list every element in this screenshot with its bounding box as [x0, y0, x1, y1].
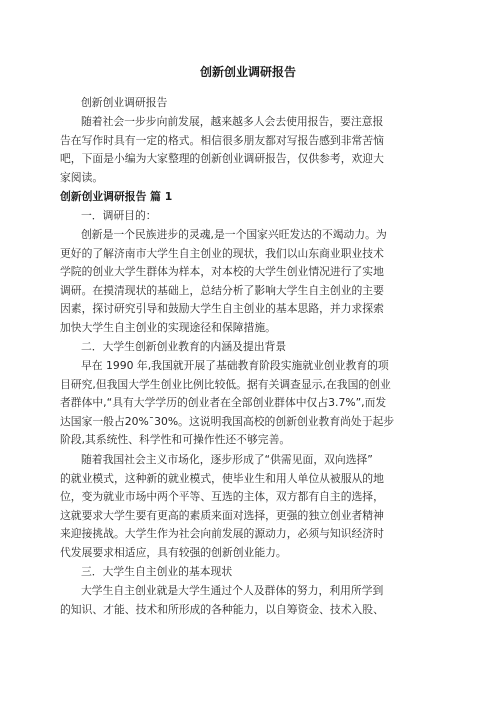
- section-heading: 创新创业调研报告 篇 1: [60, 190, 173, 203]
- section-3-paragraph: [60, 582, 438, 619]
- text-line: 学院的创业大学生群体为样本，对本校的大学生创业情况进行了实地: [60, 265, 384, 279]
- text-line: 者群体中,“具有大学学历的创业者在全部创业群体中仅占3.7%”,而发: [60, 396, 387, 410]
- text-line: 阶段,其系统性、科学性和可操作性还不够完善。: [60, 433, 291, 447]
- text-line: 代发展要求相适应，具有较强的创新创业能力。: [60, 545, 287, 559]
- section-3-heading: 三．大学生自主创业的基本现状: [81, 565, 233, 578]
- text-line: 早在 1990 年,我国就开展了基础教育阶段实施就业创业教育的项: [81, 359, 389, 372]
- text-line: 创新是一个民族进步的灵魂,是一个国家兴旺发达的不竭动力。为: [81, 228, 387, 241]
- text-line: 的就业模式，这种新的就业模式，使毕业生和用人单位从被服从的地: [60, 471, 384, 485]
- text-line: 因素，探讨研究引导和鼓励大学生自主创业的基本思路，并力求探索: [60, 302, 384, 316]
- text-line: 来迎接挑战。大学生作为社会向前发展的源动力，必须与知识经济时: [60, 527, 384, 541]
- text-line: 随着我国社会主义市场化，逐步形成了“供需见面，双向选择”: [81, 453, 373, 466]
- text-line: 的知识、才能、技术和所形成的各种能力，以自筹资金、技术入股、: [60, 602, 384, 616]
- intro-paragraph: [60, 113, 438, 187]
- section-2-paragraph-b: [60, 451, 438, 563]
- text-line: 调研。在摸清现状的基础上，总结分析了影响大学生自主创业的主要: [60, 283, 384, 297]
- text-line: 更好的了解济南市大学生自主创业的现状，我们以山东商业职业技术: [60, 246, 384, 260]
- section-2-heading: 二．大学生创新创业教育的内涵及提出背景: [81, 340, 287, 353]
- document-subtitle: 创新创业调研报告: [81, 96, 168, 109]
- text-line: 大学生自主创业就是大学生通过个人及群体的努力，利用所学到: [81, 584, 384, 597]
- text-line: 家阅读。: [60, 170, 104, 184]
- text-line: 告在写作时具有一定的格式。相信很多朋友都对写报告感到非常苦恼: [60, 133, 384, 147]
- document-title: 创新创业调研报告: [199, 65, 296, 79]
- section-2-paragraph: [60, 357, 438, 450]
- section-1-paragraph: [60, 226, 438, 338]
- text-line: 加快大学生自主创业的实现途径和保障措施。: [60, 320, 276, 334]
- section-1-heading: 一．调研目的：: [81, 209, 157, 222]
- text-line: 目研究,但我国大学生创业比例比较低。据有关调查显示,在我国的创业: [60, 377, 391, 391]
- text-line: 位，变为就业市场中两个平等、互选的主体，双方都有自主的选择，: [60, 490, 384, 504]
- text-line: 吧，下面是小编为大家整理的创新创业调研报告，仅供参考，欢迎大: [60, 152, 384, 166]
- text-line: 达国家一般占20%¯30%。这说明我国高校的创新创业教育尚处于起步: [60, 414, 395, 428]
- text-line: 随着社会一步步向前发展，越来越多人会去使用报告，要注意报: [81, 115, 384, 128]
- text-line: 这就要求大学生要有更高的素质来面对选择，更强的独立创业者精神: [60, 508, 384, 522]
